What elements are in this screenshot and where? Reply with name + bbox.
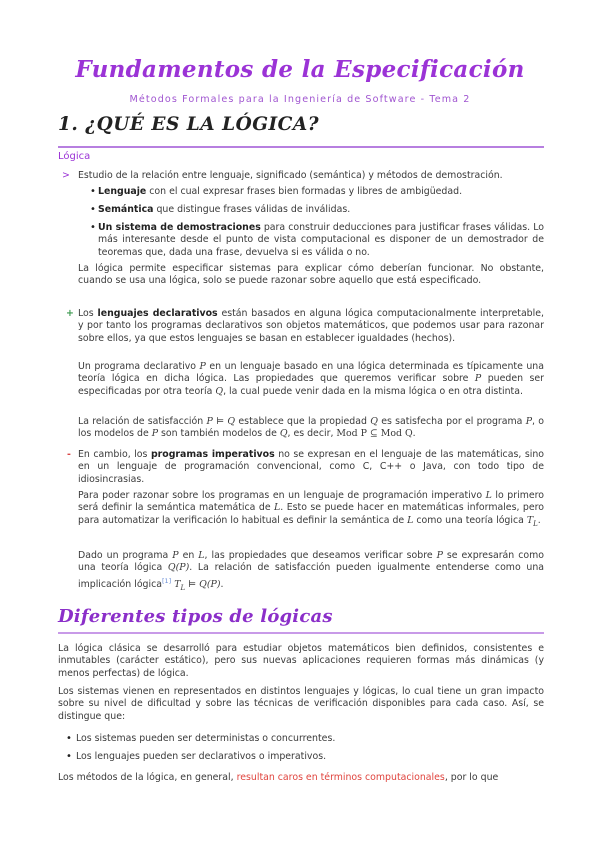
p2-t6: , la cual puede venir dada en la misma lógica o en otra distinta. [223,385,523,397]
bullet-dot-5: • [66,751,72,762]
p5-t4: , las propiedades que deseamos verificar sobre [204,550,437,561]
plus-marker: + [66,308,74,319]
p3-t12: . [412,428,416,440]
intro-paragraph: Estudio de la relación entre lenguaje, significado (semántica) y métodos de demostración. [78,170,503,181]
p4-t0: Para poder razonar sobre los programas en un lenguaje de programación imperativo [78,490,486,501]
p5-t14: . [220,578,224,590]
p2-t4: pueden ser especificadas por otra teoría [78,373,544,397]
bullet-semantica-text: que distingue frases válidas de inválidas. [153,204,351,215]
p2-t0: Un programa declarativo [78,361,200,372]
section-1-rule [58,146,544,148]
p3-t8: son también modelos de [158,428,280,440]
paragraph-sistemas: Los sistemas vienen en representados en distintos lenguajes y lógicas, lo cual tiene un gran impacto sobre su nivel de dificultad y sobre las técnicas de verificación disponibles para cada caso. Así, se distingue que: [58,686,544,722]
p4-math-L2: L [274,502,281,514]
paragraph-metodos [58,772,544,784]
minus-marker: - [67,449,71,460]
p4-t2: lo primero será definir la semántica matemática de [78,490,544,514]
metodos-pre: Los métodos de la lógica, en general, [58,772,237,783]
p2-math-P1: P [199,361,206,372]
bullet-dot-3: • [90,222,96,233]
bullet-semantica [98,204,544,216]
p3-math-Q1: Q [370,416,378,427]
section-1-heading: 1. ¿QUÉ ES LA LÓGICA? [58,114,320,135]
p4-math-sub-L: L [533,519,538,528]
bullet-lenguaje-term: Lenguaje [98,186,147,197]
bullet-declarativos: Los lenguajes pueden ser declarativos o imperativos. [76,751,327,762]
p5-math-T: T [174,578,181,590]
p5-math-sat: ⊨ Q(P) [185,578,221,590]
paragraph-imperativos [78,449,544,486]
paragraph-especificar: La lógica permite especificar sistemas para explicar cómo deberían funcionar. No obstante, cuando se usa una lógica, solo se puede razonar sobre aquello que está especificado. [78,263,544,287]
arrow-marker: > [62,170,70,181]
metodos-post: , por lo que [444,772,499,783]
bullet-demostraciones-term: Un sistema de demostraciones [98,222,261,233]
p3-t4: es satisfecha por el programa [377,416,526,427]
document-title: Fundamentos de la Especificación [75,56,525,83]
metodos-highlight: resultan caros en términos computacionales [236,772,445,783]
p4-math-L3: L [407,514,414,526]
p3-t2: establece que la propiedad [235,416,371,427]
p3-math-sat: P ⊨ Q [206,416,236,427]
p4-math-T: T [526,514,534,526]
decl-term: lenguajes declarativos [97,308,218,319]
paragraph-satisfaccion [78,416,544,441]
p2-math-Q: Q [215,385,224,397]
paragraph-programa-declarativo [78,361,544,398]
paragraph-dado-programa [78,550,544,594]
bullet-dot-1: • [90,186,96,197]
paragraph-razonar-imperativo [78,490,544,530]
p4-t9: . [537,514,541,526]
p5-t0: Dado un programa [78,550,173,561]
p3-t10: , es decir, [287,428,337,440]
bullet-demostraciones-text: para construir deducciones para justificar frases válidas. Lo más interesante desde el punto de vista computacional es disponer de un demostrador de teoremas que, dada una frase, devuelva si es válida o no. [98,222,544,258]
p4-t6: como una teoría lógica [413,514,527,526]
p3-math-P1: P [525,416,532,427]
p5-math-L: L [198,550,205,561]
decl-text: están basados en alguna lógica computacionalmente interpretable, y por tanto los programas declarativos son objetos matemáticos, que podemos usar para razonar sobre ellos, ya que estos lenguajes se basan en establecer igualdades (hechos). [78,308,544,344]
imper-text: no se expresan en el lenguaje de las matemáticas, sino en un lenguaje de programación convencional, como C, C++ o Java, con todo tipo de idiosincrasias. [78,449,544,485]
p3-math-mod: Mod P ⊆ Mod Q [336,428,413,440]
bullet-dot-4: • [66,733,72,744]
p4-math-L1: L [485,490,492,501]
bullet-lenguaje [98,186,544,198]
decl-pre: Los [78,308,98,319]
section-2-rule [58,632,544,634]
paragraph-logica-clasica: La lógica clásica se desarrolló para estudiar objetos matemáticos bien definidos, consistentes e inmutables (carácter estático), pero sus nuevas aplicaciones requieren formas más dinámicas (y menos perfectas) de lógica. [58,643,544,679]
p4-t4: . Esto se puede hacer en matemáticas informales, pero para automatizar la verificación lo habitual es definir la semántica de [78,502,544,526]
document-subtitle: Métodos Formales para la Ingeniería de Software - Tema 2 [129,94,471,105]
p2-t2: en un lenguaje basado en una lógica determinada es típicamente una teoría lógica en dicha lógica. Las propiedades que queremos verificar sobre [78,361,544,385]
p5-t2: en [178,550,199,561]
subheading-logica: Lógica [58,151,91,162]
footnote-ref-1[interactable]: [1] [162,576,172,585]
p3-math-Q2: Q [279,428,288,440]
p5-t6: se expresarán como una teoría lógica [78,550,544,574]
p5-math-sub-L: L [180,583,186,592]
p5-math-QP: Q(P) [167,562,190,574]
bullet-lenguaje-text: con el cual expresar frases bien formadas y libres de ambigüedad. [146,186,463,197]
imper-term: programas imperativos [150,449,275,460]
bullet-semantica-term: Semántica [98,204,154,215]
p5-math-P2: P [436,550,443,561]
section-2-heading: Diferentes tipos de lógicas [58,606,333,627]
bullet-deterministas: Los sistemas pueden ser deterministas o concurrentes. [76,733,336,744]
p5-math-P1: P [172,550,179,561]
p3-t6: , o los modelos de [78,416,545,440]
p2-math-P2: P [474,373,482,385]
p3-math-P2: P [151,428,159,440]
bullet-dot-2: • [90,204,96,215]
paragraph-declarativos [78,308,544,345]
p5-t8: . La relación de satisfacción pueden igualmente entenderse como una implicación lógica [78,562,545,590]
imper-pre: En cambio, los [78,449,151,460]
bullet-demostraciones [98,222,544,259]
p3-t0: La relación de satisfacción [78,416,207,427]
